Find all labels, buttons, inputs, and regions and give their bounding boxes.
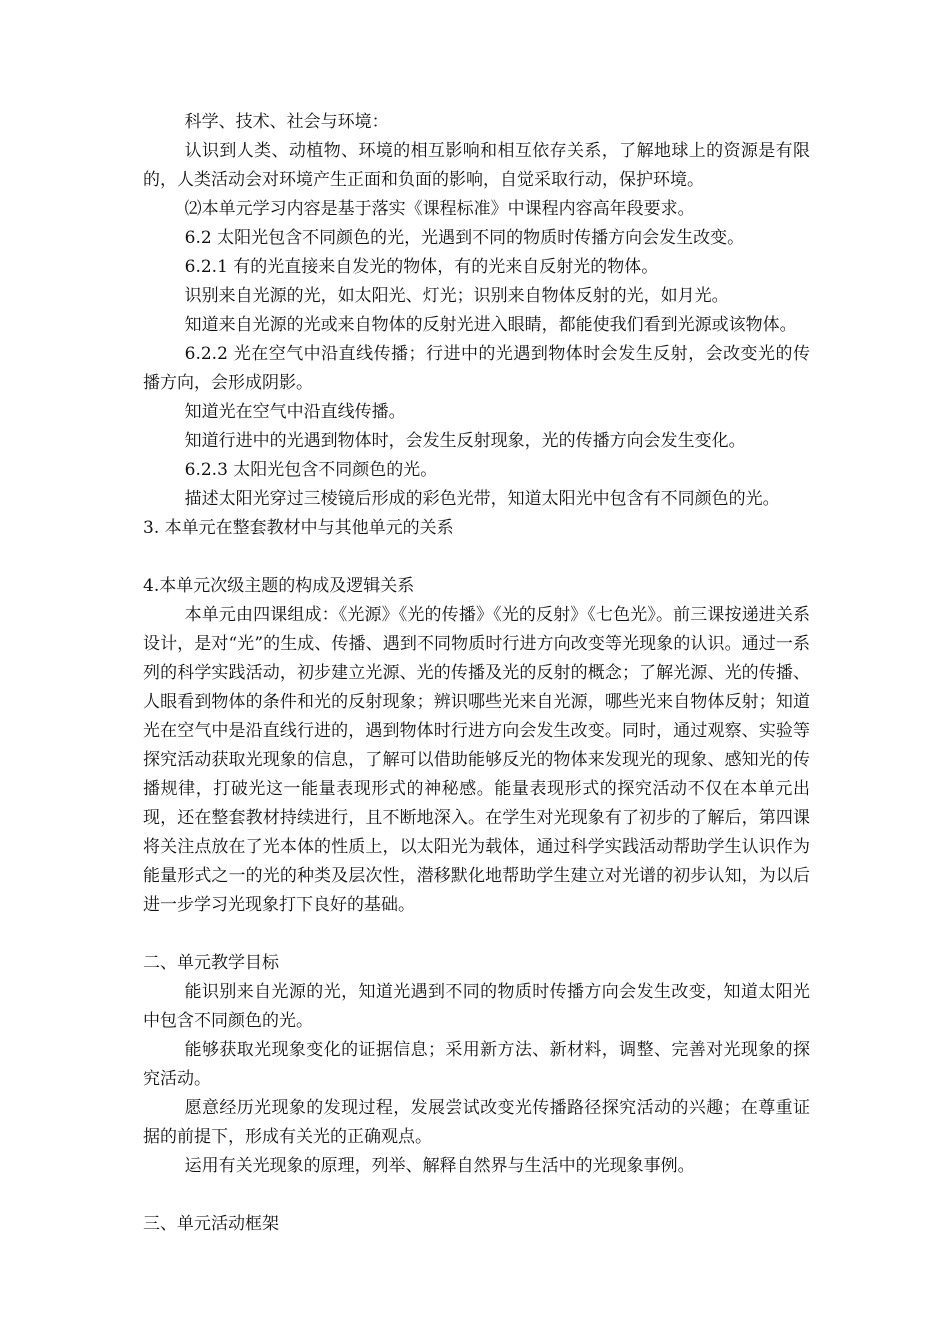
paragraph-curriculum-standard: ⑵本单元学习内容是基于落实《课程标准》中课程内容高年段要求。 (184, 199, 695, 219)
paragraph-reflection: 知道行进中的光遇到物体时，会发生反射现象，光的传播方向会发生变化。 (184, 431, 746, 451)
objective-inquiry: 能够获取光现象变化的证据信息；采用新方法、新材料，调整、完善对光现象的探究活动。 (143, 1040, 810, 1089)
paragraph-prism: 描述太阳光穿过三棱镜后形成的彩色光带，知道太阳光中包含有不同颜色的光。 (184, 489, 780, 509)
paragraph-light-enters-eye: 知道来自光源的光或来自物体的反射光进入眼睛，都能使我们看到光源或该物体。 (184, 315, 797, 335)
document-body (143, 108, 810, 1239)
objective-knowledge: 能识别来自光源的光，知道光遇到不同的物质时传播方向会发生改变，知道太阳光中包含不同颜色的光。 (143, 982, 810, 1031)
objective-attitude: 愿意经历光现象的发现过程，发展尝试改变光传播路径探究活动的兴趣；在尊重证据的前提下，形成有关光的正确观点。 (143, 1098, 810, 1147)
section-4-heading: 4.本单元次级主题的构成及逻辑关系 (143, 576, 415, 596)
section-3-heading: 3. 本单元在整套教材中与其他单元的关系 (143, 518, 454, 538)
paragraph-identify-light: 识别来自光源的光，如太阳光、灯光；识别来自物体反射的光，如月光。 (184, 286, 729, 306)
blank-line (143, 920, 810, 949)
blank-line (143, 543, 810, 572)
paragraph-standard-6-2-2: 6.2.2 光在空气中沿直线传播；行进中的光遇到物体时会发生反射，会改变光的传播方向，会形成阴影。 (143, 344, 810, 393)
paragraph-environment: 认识到人类、动植物、环境的相互影响和相互依存关系，了解地球上的资源是有限的，人类活动会对环境产生正面和负面的影响，自觉采取行动，保护环境。 (143, 141, 810, 190)
paragraph-standard-6-2-3: 6.2.3 太阳光包含不同颜色的光。 (184, 460, 438, 480)
paragraph-standard-6-2-1: 6.2.1 有的光直接来自发光的物体，有的光来自反射光的物体。 (184, 257, 659, 277)
section-three-heading: 三、单元活动框架 (143, 1214, 279, 1234)
paragraph-sts-heading: 科学、技术、社会与环境： (184, 112, 389, 132)
objective-application: 运用有关光现象的原理，列举、解释自然界与生活中的光现象事例。 (184, 1156, 695, 1176)
section-4-paragraph: 本单元由四课组成：《光源》《光的传播》《光的反射》《七色光》。前三课按递进关系设计，是对“光”的生成、传播、遇到不同物质时行进方向改变等光现象的认识。通过一系列的科学实践活动，初步建立光源、光的传播及光的反射的概念；了解光源、光的传播、人眼看到物体的条件和光的反射现象；辨识哪些光来自光源，哪些光来自物体反射；知道光在空气中是沿直线行进的，遇到物体时行进方向会发生改变。同时，通过观察、实验等探究活动获取光现象的信息，了解可以借助能够反光的物体来发现光的现象、感知光的传播规律，打破光这一能量表现形式的神秘感。能量表现形式的探究活动不仅在本单元出现，还在整套教材持续进行，且不断地深入。在学生对光现象有了初步的了解后，第四课将关注点放在了光本体的性质上，以太阳光为载体，通过科学实践活动帮助学生认识作为能量形式之一的光的种类及层次性，潜移默化地帮助学生建立对光谱的初步认知，为以后进一步学习光现象打下良好的基础。 (143, 605, 810, 915)
paragraph-straight-line: 知道光在空气中沿直线传播。 (184, 402, 406, 422)
blank-line (143, 1181, 810, 1210)
paragraph-standard-6-2: 6.2 太阳光包含不同颜色的光，光遇到不同的物质时传播方向会发生改变。 (184, 228, 745, 248)
section-two-heading: 二、单元教学目标 (143, 953, 279, 973)
